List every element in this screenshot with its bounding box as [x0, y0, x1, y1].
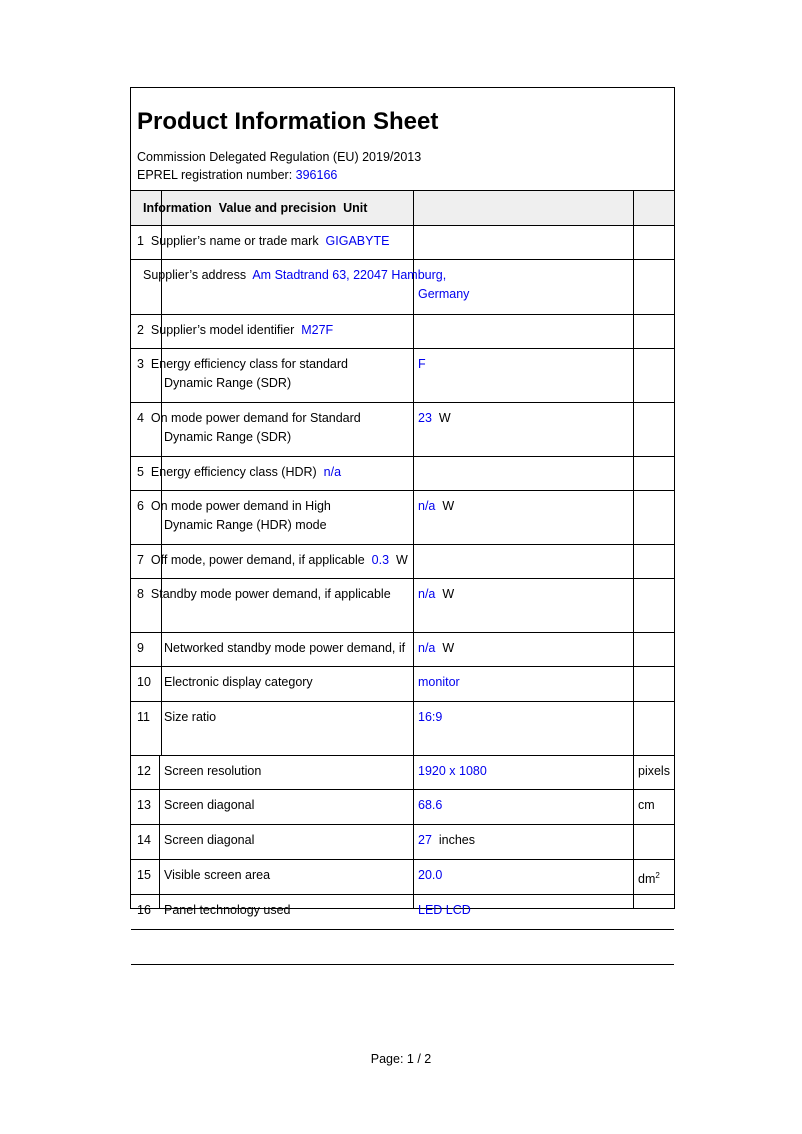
row-divider — [131, 259, 674, 260]
row-label: Supplier’s address — [143, 268, 247, 282]
row-number: 2 — [137, 323, 144, 337]
row-value — [418, 673, 460, 692]
row-value: n/a — [323, 465, 342, 479]
row-value-text: LED LCD — [418, 903, 471, 917]
row-value-cell — [418, 355, 426, 374]
row-divider — [131, 402, 674, 403]
row-unit-text: dm — [638, 872, 656, 887]
row-label: Size ratio — [164, 710, 217, 724]
row-number: 8 — [137, 587, 144, 601]
row-unit: W — [438, 411, 451, 425]
row-label-continued: Dynamic Range (SDR) — [164, 430, 292, 444]
row-label-continued: Dynamic Range (SDR) — [164, 376, 292, 390]
row-line — [143, 266, 446, 285]
row-divider — [131, 314, 674, 315]
row-value-text: 16:9 — [418, 710, 443, 724]
row-number: 6 — [137, 499, 144, 513]
row-value-cell — [418, 585, 454, 604]
table-header-row — [143, 199, 367, 218]
row-divider — [131, 789, 674, 790]
row-unit: W — [396, 553, 408, 567]
row-label: Energy efficiency class (HDR) — [150, 465, 317, 479]
row-value-text: 68.6 — [418, 798, 443, 812]
page-number: Page: 1 / 2 — [370, 1052, 432, 1066]
row-value-text: 1920 x 1080 — [418, 764, 487, 778]
row-number: 7 — [137, 553, 144, 567]
header-unit: Unit — [343, 201, 368, 215]
row-value: F — [418, 357, 426, 371]
row-unit-text: cm — [638, 798, 655, 812]
row-number: 16 — [137, 903, 151, 917]
row-line — [137, 585, 391, 604]
eprel-line — [137, 168, 337, 182]
row-value — [418, 796, 442, 815]
row-label-continued: Dynamic Range (HDR) mode — [164, 518, 327, 532]
row-unit-inline: W — [442, 641, 455, 655]
header-value: Value and precision — [218, 201, 337, 215]
row-value-text: 20.0 — [418, 868, 443, 882]
row-value: M27F — [301, 323, 334, 337]
row-value: GIGABYTE — [325, 234, 390, 248]
row-divider — [131, 632, 674, 633]
row-unit: W — [442, 587, 455, 601]
row-divider — [131, 490, 674, 491]
row-value: Am Stadtrand 63, 22047 Hamburg, — [252, 268, 447, 282]
row-divider — [131, 544, 674, 545]
row-label: Screen diagonal — [164, 798, 255, 812]
sheet-header — [131, 88, 674, 190]
row-unit — [638, 762, 670, 781]
row-line — [137, 355, 348, 374]
row-value-continued: Germany — [418, 287, 470, 301]
row-divider — [131, 701, 674, 702]
row-label: Screen diagonal — [164, 833, 255, 847]
row-number: 1 — [137, 234, 144, 248]
row-number: 15 — [137, 868, 151, 882]
row-number: 11 — [137, 710, 150, 724]
row-divider — [131, 859, 674, 860]
column-divider — [413, 190, 414, 908]
row-value: 0.3 — [371, 553, 390, 567]
row-label: On mode power demand for Standard — [150, 411, 361, 425]
row-number: 13 — [137, 798, 151, 812]
eprel-label: EPREL registration number: — [137, 168, 293, 182]
row-line — [137, 497, 331, 516]
row-value-text: n/a — [418, 641, 436, 655]
row-divider — [131, 929, 674, 930]
row-line — [137, 409, 361, 428]
row-number: 12 — [137, 764, 151, 778]
header-information: Information — [143, 201, 212, 215]
row-number: 10 — [137, 675, 151, 689]
row-number: 4 — [137, 411, 144, 425]
row-divider — [131, 348, 674, 349]
row-number: 3 — [137, 357, 144, 371]
row-value-cell — [418, 497, 454, 516]
row-divider — [131, 755, 674, 756]
row-unit-inline: inches — [438, 833, 475, 847]
row-unit — [638, 866, 660, 889]
row-number: 5 — [137, 465, 144, 479]
row-label: Screen resolution — [164, 764, 262, 778]
row-label: Energy efficiency class for standard — [150, 357, 348, 371]
row-label: Off mode, power demand, if applicable — [150, 553, 365, 567]
column-divider — [633, 190, 634, 908]
row-divider — [131, 456, 674, 457]
row-divider — [131, 578, 674, 579]
row-divider — [131, 824, 674, 825]
row-unit-superscript: 2 — [655, 871, 660, 880]
row-number: 9 — [137, 641, 144, 655]
row-line — [137, 463, 341, 482]
row-label: Visible screen area — [164, 868, 271, 882]
row-unit-text: pixels — [638, 764, 670, 778]
row-line — [137, 232, 389, 251]
row-value — [418, 901, 471, 920]
row-label: Supplier’s name or trade mark — [150, 234, 319, 248]
row-value — [418, 831, 475, 850]
row-divider — [131, 894, 674, 895]
row-line — [137, 321, 333, 340]
row-label: Standby mode power demand, if applicable — [150, 587, 391, 601]
row-value: n/a — [418, 587, 436, 601]
row-line — [137, 551, 408, 570]
row-value — [418, 866, 442, 885]
row-value-cell — [418, 409, 451, 428]
row-value — [418, 639, 454, 658]
number-column-divider — [159, 755, 160, 908]
row-label: Panel technology used — [164, 903, 291, 917]
row-value — [418, 762, 487, 781]
row-divider — [131, 190, 674, 191]
row-label: Networked standby mode power demand, if — [164, 641, 406, 655]
row-label: On mode power demand in High — [150, 499, 331, 513]
row-value — [418, 708, 442, 727]
row-label: Supplier’s model identifier — [150, 323, 295, 337]
row-label: Electronic display category — [164, 675, 313, 689]
row-value: 23 — [418, 411, 432, 425]
row-divider — [131, 225, 674, 226]
row-value-text: monitor — [418, 675, 460, 689]
row-divider — [131, 666, 674, 667]
row-number: 14 — [137, 833, 151, 847]
regulation-text: Commission Delegated Regulation (EU) 2019/2013 — [137, 150, 422, 164]
eprel-number: 396166 — [295, 168, 338, 182]
row-value-text: 27 — [418, 833, 432, 847]
row-divider — [131, 964, 674, 965]
product-information-sheet — [130, 87, 675, 917]
row-unit: W — [442, 499, 455, 513]
row-value: n/a — [418, 499, 436, 513]
page-title: Product Information Sheet — [137, 108, 439, 135]
row-unit — [638, 796, 655, 815]
